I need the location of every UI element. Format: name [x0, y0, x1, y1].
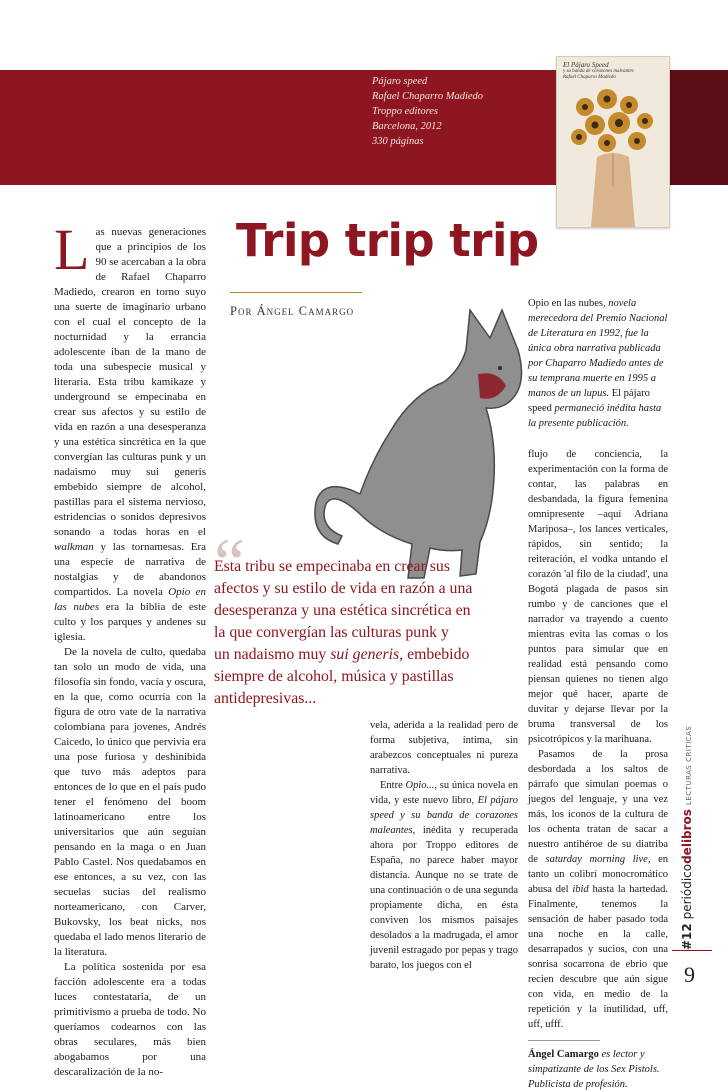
- mid-italic-pajaro: El pájaro speed y su banda de corazones maleantes: [370, 795, 518, 836]
- mid-text: Entre: [380, 780, 406, 791]
- author-note: [528, 1047, 668, 1092]
- pull-quote-line: afectos y su estilo de vida en razón a una: [214, 580, 473, 597]
- book-cover: [556, 56, 670, 228]
- pull-quote-line: siempre de alcohol, música y pastillas: [214, 668, 454, 685]
- paragraph-1-text-c: era la biblia de este culto y los parques y andenes su iglesia.: [54, 601, 207, 643]
- book-publisher: Troppo editores: [372, 106, 439, 117]
- pull-quote-line: antidepresivas...: [214, 690, 317, 707]
- quote-mark: “: [214, 525, 246, 602]
- note-normal: Opio en las nubes: [528, 298, 603, 309]
- article-title: Trip trip trip: [236, 214, 539, 267]
- pull-quote-line: Esta tribu se empecinaba en crear sus: [214, 558, 450, 575]
- cat-illustration: [300, 290, 540, 590]
- pull-quote-line: [214, 644, 514, 666]
- issue-number: #12: [680, 923, 694, 950]
- right-text: hasta la hartedad. Finalmente, tenemos la sensación de haber pasado toda una noche en la calle, desarrapados y sucios, con una sonrisa socarrona de ebrio que recien descubre que aún sigue con vida, en medio de la repetición y la inutilidad, uff, uff, ufff.: [528, 884, 668, 1030]
- right-column: [528, 296, 668, 1092]
- cover-subtitle: y su banda de corazones malvantes: [563, 69, 634, 74]
- brand-de: de: [680, 847, 694, 864]
- paragraph-1-opio: Opio en las nubes: [54, 586, 206, 613]
- mid-italic-opio: Opio...: [405, 780, 435, 791]
- author-bio: es lector y simpatizante de los Sex Pistols. Publicista de profesión.: [528, 1049, 660, 1090]
- brand-periodico: periódico: [680, 863, 694, 920]
- book-info: [372, 74, 562, 149]
- right-text: , en tanto un colibrí monocromático abusa del: [528, 854, 669, 895]
- right-text: Pasamos de la prosa desbordada a los saltos de párrafo que simulan poemas o juegos del lenguaje, y una vez más, los íconos de la cultura de los ochenta tratan de sacar a nuestro antihéroe de su diatriba de: [528, 749, 668, 865]
- pull-quote-line: la que convergían las culturas punk y: [214, 624, 449, 641]
- author-name: Ángel Camargo: [528, 1049, 599, 1060]
- author-rule: [528, 1040, 600, 1041]
- section-label: LECTURAS CRÍTICAS: [685, 725, 693, 806]
- brand-libros: libros: [680, 809, 694, 848]
- note-normal: El pájaro speed: [528, 388, 650, 414]
- sidebar-note: [528, 296, 668, 431]
- right-paragraph-2: [528, 747, 668, 1032]
- pull-quote-line: desesperanza y una estética sincrética en: [214, 602, 471, 619]
- pull-quote-part: , embebido: [399, 646, 470, 663]
- book-author: Rafael Chaparro Madiedo: [372, 91, 484, 102]
- pull-quote-part: un nadaismo muy: [214, 646, 331, 663]
- paragraph-2: De la novela de culto, quedaba tan solo un modo de vida, una filosofía sin fondo, vacía y oscura, en la que, como ocurría con la figura de otro vate de la narrativa colombiana para jovenes, Andrés Caicedo, lo único que pervivía era una pose furiosa y deshinibida que tuvo más adeptos para entonces de lo que en el país pudo tener el fenómeno del boom latinoamericano entre los universitarios que aún seguían pensando en la maga o en Juan Pablo Castel. Nos quedabamos en ese entonces, a su vez, con las secuelas sucias del realismo norteamericano, con Carver, Bukovsky, los beat nicks, nos quedaba el lado menos literario de la literatura.: [54, 646, 206, 958]
- mid-paragraph-2: [370, 778, 518, 973]
- middle-column: [370, 718, 518, 973]
- book-title: Pájaro speed: [372, 76, 428, 87]
- page-number-rule: [672, 950, 712, 951]
- mid-text: , inédita y recuperada ahora por Troppo editores de España, no parece haber mayor distancia. Aunque no se trate de una continuación o de una segunda propiamente dicha, en ésta conviven los mismos paisajes desolados a la madrugada, el amor juvenil estragado por pepas y trago barato, los juegos con el: [370, 825, 518, 971]
- cover-illustration: [557, 77, 669, 227]
- page-number: 9: [684, 962, 695, 987]
- right-italic-saturday: saturday morning live: [545, 854, 648, 865]
- book-pages: 330 páginas: [372, 136, 424, 147]
- paragraph-1-text-b: y las tornamesas. Era una especie de narrativa de nostalgias y de abandonos compartidos. La novela: [54, 541, 206, 598]
- byline: Por Ángel Camargo: [230, 304, 355, 318]
- mid-paragraph-1: vela, aderida a la realidad pero de forma subjetiva, íntima, sin arabezcos conceptuales ni pureza narrativa.: [370, 720, 518, 776]
- book-city-year: Barcelona, 2012: [372, 121, 442, 132]
- publication-brand: [680, 726, 694, 950]
- right-paragraph-1: flujo de conciencia, la experimentación con la forma de contar, las palabras en desbandada, la figura femenina omnipresente –aquí Adriana Mariposa–, los lances verticales, rápidos, sin sentido; la reiteración, el vodka untando el corazón 'al filo de la ciudad', una Bogotá plagada de pasos sin rumbo y de canciones que el narrador va trayendo a cuento mientras evita las comas o los puntos para simular que en realidad está pensando como piensan quienes no tienen algo mejor qué hacer, aparte de duvitar y dejarse llevar por la bruma transversal de los psicotrópicos y la marihuana.: [528, 449, 668, 745]
- right-italic-ibid: ibid: [572, 884, 589, 895]
- paragraph-1: [54, 217, 207, 645]
- left-column: [54, 217, 207, 1080]
- paragraph-3: La política sostenida por esa facción adolescente era a todas luces contestataria, de un primitivismo a prueba de todo. No queríamos codearnos con las obras seculares, más bien abogabamos por una descaralización de la no-: [54, 961, 206, 1078]
- cover-title: El Pájaro Speed: [563, 61, 609, 69]
- mid-text: , su única novela en vida, y este nuevo libro,: [370, 780, 518, 806]
- note-italic: permaneció inédita hasta la presente publicación.: [528, 403, 662, 429]
- note-italic: , novela merecedora del Premio Nacional de Literatura en 1992, fue la única obra narrativa publicada por Chaparro Madiedo antes de su temprana muerte en 1995 a manos de un lupus.: [528, 298, 668, 399]
- pull-quote-italic: sui generis: [330, 646, 400, 663]
- cover-author: Rafael Chaparro Madiedo: [563, 75, 616, 80]
- paragraph-1-walkman: walkman: [54, 541, 94, 553]
- pull-quote: [214, 556, 514, 710]
- drop-cap: L: [54, 217, 90, 282]
- paragraph-1-text: as nuevas generaciones que a principios de los 90 se acercaban a la obra de Rafael Chaparro Madiedo, crearon en torno suyo una suerte de imaginario urbano con el cual el concepto de la nocturnidad y la errancia adolescente iban de la mano de toda una subespecie musical y literaria. Esta tribu kamikaze y underground se empecinaba en crear sus afectos y su estilo de vida en razón a una desesperanza y una estética sincrética en la que convergían las culturas punk y un nadaismo muy sui generis embebido siempre de alcohol, pastillas para el sistema nervioso, estridencias o sonidos depresivos sonando a todas horas en el: [54, 226, 206, 538]
